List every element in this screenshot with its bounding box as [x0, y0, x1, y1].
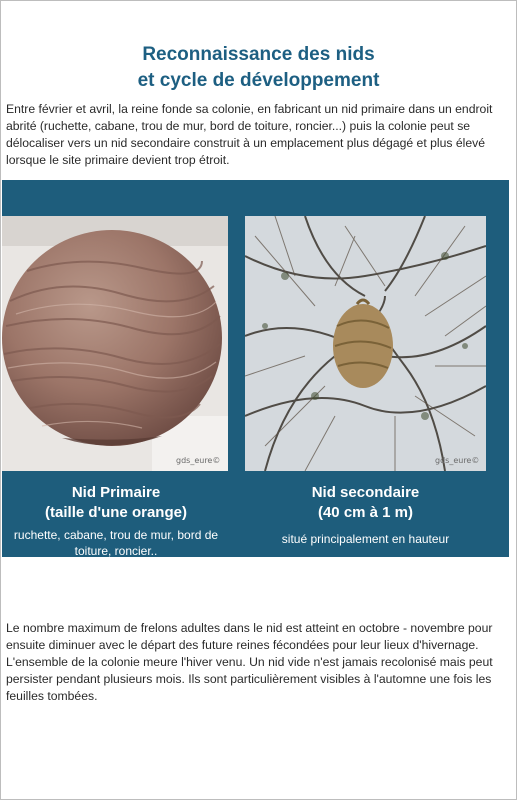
primary-nest-title [4, 483, 228, 523]
outro-paragraph: Le nombre maximum de frelons adultes dans le nid est atteint en octobre - novembre pour ensuite diminuer avec le départ des future reines fécondées pour leur lieux d'hivernage. L'ensemble de la colonie meure l'hiver venu. Un nid vide n'est jamais recolonisé mais peut persister pendant plusieurs mois. Ils sont particulièrement visibles à l'automne une fois les feuilles tombées. [6, 621, 493, 703]
title-line-1: Reconnaissance des nids [142, 44, 375, 65]
primary-nest-caption [4, 483, 228, 559]
primary-nest-illustration [2, 216, 228, 471]
secondary-nest-description: situé principalement en hauteur [281, 532, 450, 546]
secondary-nest-title [245, 483, 486, 523]
intro-paragraph: Entre février et avril, la reine fonde sa colonie, en fabricant un nid primaire dans un endroit abrité (ruchette, cabane, trou de mur, bord de toiture, roncier...) puis la colonie peut se délocaliser vers un nid secondaire construit à un emplacement plus dégagé et plus élevé lorsque le site primaire devient trop étroit. [6, 102, 493, 167]
primary-nest-title-line-2: (taille d'une orange) [45, 504, 187, 521]
page-title [0, 42, 517, 94]
primary-nest-description: ruchette, cabane, trou de mur, bord de toiture, roncier.. [13, 528, 219, 558]
primary-photo-credit: gds_eure© [176, 456, 221, 465]
secondary-nest-photo [245, 216, 486, 471]
primary-nest-photo [2, 216, 228, 471]
secondary-nest-title-line-2: (40 cm à 1 m) [317, 504, 414, 521]
title-line-2: et cycle de développement [137, 70, 380, 91]
secondary-nest-illustration [245, 216, 486, 471]
secondary-photo-credit: gds_eure© [435, 456, 480, 465]
secondary-nest-title-line-1: Nid secondaire [311, 484, 420, 501]
secondary-nest-caption [245, 483, 486, 547]
primary-nest-title-line-1: Nid Primaire [71, 484, 161, 501]
